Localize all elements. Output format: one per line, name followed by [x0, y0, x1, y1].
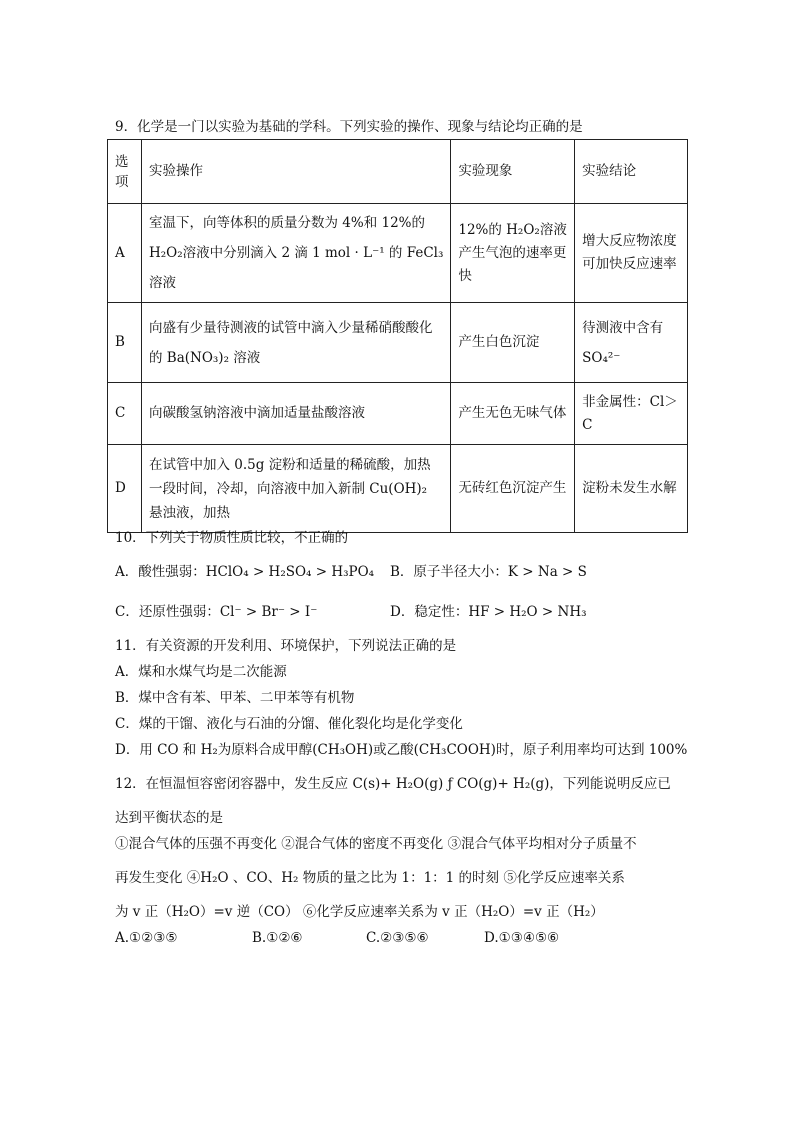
operation-cell [141, 303, 450, 383]
table-row [108, 383, 688, 445]
q10-stem: 10．下列关于物质性质比较，不正确的 [115, 530, 349, 546]
q11-option-a: A．煤和水煤气均是二次能源 [115, 664, 287, 680]
phenomenon-cell: 产生无色无味气体 [451, 383, 575, 445]
header-option: 选项 [108, 140, 142, 204]
q12-option-b: B.①②⑥ [252, 930, 303, 946]
operation-line: H₂O₂溶液中分别滴入 2 滴 1 mol · L⁻¹ 的 FeCl₃ 溶液 [148, 245, 444, 291]
option-label: A [108, 204, 142, 303]
conclusion-cell: 待测液中含有 SO₄²⁻ [575, 303, 688, 383]
header-phenomenon: 实验现象 [451, 140, 575, 204]
operation-cell [141, 204, 450, 303]
q11-option-c: C．煤的干馏、液化与石油的分馏、催化裂化均是化学变化 [115, 716, 463, 732]
table-header-row [108, 140, 688, 204]
operation-cell: 向碳酸氢钠溶液中滴加适量盐酸溶液 [141, 383, 450, 445]
header-operation: 实验操作 [141, 140, 450, 204]
q10-option-d: D．稳定性：HF > H₂O > NH₃ [390, 604, 587, 620]
q9-stem: 9．化学是一门以实验为基础的学科。下列实验的操作、现象与结论均正确的是 [115, 119, 583, 135]
q11-option-b: B．煤中含有苯、甲苯、二甲苯等有机物 [115, 690, 355, 706]
q12-condition-line: 为 v 正（H₂O）=v 逆（CO） ⑥化学反应速率关系为 v 正（H₂O）=v 正（H₂） [115, 904, 604, 920]
phenomenon-cell: 产生白色沉淀 [451, 303, 575, 383]
conclusion-cell: 淀粉未发生水解 [575, 445, 688, 533]
operation-line: 向盛有少量待测液的试管中滴入少量稀硝酸酸化 [148, 319, 433, 336]
phenomenon-cell: 12%的 H₂O₂溶液产生气泡的速率更快 [451, 204, 575, 303]
header-conclusion: 实验结论 [575, 140, 688, 204]
conclusion-cell: 增大反应物浓度可加快反应速率 [575, 204, 688, 303]
q11-stem: 11．有关资源的开发利用、环境保护，下列说法正确的是 [115, 638, 457, 654]
q12-option-a: A.①②③⑤ [115, 930, 178, 946]
q11-option-d: D．用 CO 和 H₂为原料合成甲醇(CH₃OH)或乙酸(CH₃COOH)时，原子利用率均可达到 100% [115, 742, 688, 758]
table-row [108, 445, 688, 533]
q12-option-d: D.①③④⑤⑥ [484, 930, 560, 946]
experiment-table [107, 139, 688, 533]
operation-line: 室温下，向等体积的质量分数为 4%和 12%的 [148, 215, 425, 231]
q10-option-c: C．还原性强弱：Cl⁻ > Br⁻ > I⁻ [115, 604, 318, 620]
operation-line: 的 Ba(NO₃)₂ 溶液 [148, 349, 261, 366]
option-label: D [108, 445, 142, 533]
q12-condition-line: 再发生变化 ④H₂O 、CO、H₂ 物质的量之比为 1：1：1 的时刻 ⑤化学反应速率关系 [115, 870, 625, 886]
q10-option-b: B．原子半径大小：K > Na > S [390, 564, 587, 580]
table-row [108, 303, 688, 383]
q12-option-c: C.②③⑤⑥ [366, 930, 429, 946]
q10-option-a: A．酸性强弱：HClO₄ > H₂SO₄ > H₃PO₄ [115, 564, 375, 580]
operation-cell: 在试管中加入 0.5g 淀粉和适量的稀硫酸，加热一段时间，冷却，向溶液中加入新制 Cu(OH)₂ 悬浊液，加热 [141, 445, 450, 533]
table-row [108, 204, 688, 303]
conclusion-cell: 非金属性：Cl＞C [575, 383, 688, 445]
phenomenon-cell: 无砖红色沉淀产生 [451, 445, 575, 533]
option-label: B [108, 303, 142, 383]
q12-stem-line: 12．在恒温恒容密闭容器中，发生反应 C(s)+ H₂O(g) ƒ CO(g)+ H₂(g)，下列能说明反应已 [115, 776, 671, 792]
option-label: C [108, 383, 142, 445]
q12-stem-line: 达到平衡状态的是 [115, 810, 223, 826]
q12-condition-line: ①混合气体的压强不再变化 ②混合气体的密度不再变化 ③混合气体平均相对分子质量不 [115, 836, 637, 852]
